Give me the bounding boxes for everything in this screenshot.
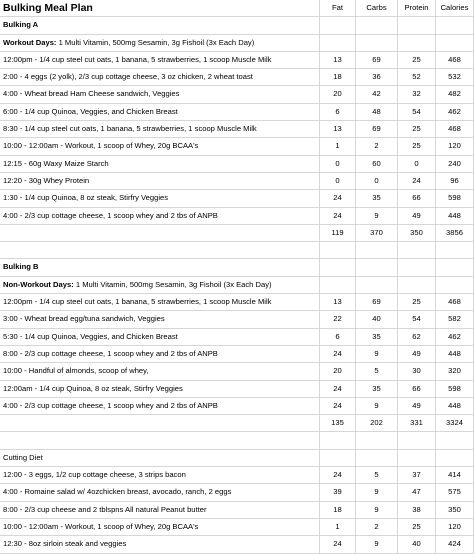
fat-value: 13 [320,121,356,137]
carbs-value: 35 [356,381,398,397]
protein-value: 25 [398,294,436,310]
empty-cell [356,242,398,258]
carbs-value: 2 [356,138,398,154]
table-row [0,502,474,519]
protein-value: 40 [398,536,436,552]
empty-cell [436,450,474,466]
meal-description: 8:00 - 2/3 cup cheese and 2 tblspns All natural Peanut butter [0,502,320,518]
fat-value: 24 [320,208,356,224]
fat-value: 13 [320,52,356,68]
empty-cell [398,17,436,33]
total-carbs-value: 202 [356,415,398,431]
empty-cell [436,277,474,293]
calories-value: 414 [436,467,474,483]
section-heading: Bulking A [0,17,320,33]
table-row [0,363,474,380]
meal-description: 6:00 - 1/4 cup Quinoa, Veggies, and Chicken Breast [0,104,320,120]
table-row [0,208,474,225]
meal-description: 12:20 - 30g Whey Protein [0,173,320,189]
protein-value: 37 [398,467,436,483]
meal-description: 4:00 - 2/3 cup cottage cheese, 1 scoop whey and 2 tbs of ANPB [0,398,320,414]
meal-description: 2:00 - 4 eggs (2 yolk), 2/3 cup cottage cheese, 3 oz chicken, 2 wheat toast [0,69,320,85]
table-row [0,17,474,34]
meal-description: 4:00 - Romaine salad w/ 4ozchicken breast, avocado, ranch, 2 eggs [0,484,320,500]
empty-cell [0,242,320,258]
total-calories-value: 3324 [436,415,474,431]
fat-value: 0 [320,173,356,189]
carbs-value: 2 [356,519,398,535]
section-heading: Bulking B [0,259,320,275]
empty-cell [356,259,398,275]
calories-value: 532 [436,69,474,85]
carbs-value: 35 [356,329,398,345]
col-header-protein: Protein [398,0,436,16]
protein-value: 25 [398,138,436,154]
table-row [0,52,474,69]
protein-value: 0 [398,156,436,172]
fat-value: 18 [320,69,356,85]
empty-cell [436,242,474,258]
fat-value: 24 [320,346,356,362]
col-header-carbs: Carbs [356,0,398,16]
carbs-value: 5 [356,467,398,483]
meal-description: 10:00 - 12:00am - Workout, 1 scoop of Whey, 20g BCAA's [0,138,320,154]
meal-description: 10:00 - 12:00am - Workout, 1 scoop of Whey, 20g BCAA's [0,519,320,535]
meal-description: 3:00 - Wheat bread egg/tuna sandwich, Veggies [0,311,320,327]
empty-cell [436,259,474,275]
table-row [0,432,474,449]
table-row [0,381,474,398]
calories-value: 482 [436,86,474,102]
total-carbs-value: 370 [356,225,398,241]
fat-value: 0 [320,156,356,172]
supplement-note [0,277,320,293]
empty-cell [0,415,320,431]
protein-value: 66 [398,190,436,206]
table-row [0,242,474,259]
fat-value: 24 [320,190,356,206]
table-row [0,346,474,363]
calories-value: 448 [436,208,474,224]
protein-value: 54 [398,104,436,120]
calories-value: 424 [436,536,474,552]
carbs-value: 48 [356,104,398,120]
empty-cell [0,432,320,448]
table-row [0,467,474,484]
empty-cell [398,35,436,51]
table-row [0,536,474,553]
carbs-value: 60 [356,156,398,172]
fat-value: 13 [320,294,356,310]
carbs-value: 9 [356,502,398,518]
empty-cell [398,242,436,258]
calories-value: 120 [436,519,474,535]
fat-value: 6 [320,329,356,345]
meal-description: 12:00pm - 1/4 cup steel cut oats, 1 banana, 5 strawberries, 1 scoop Muscle Milk [0,52,320,68]
empty-cell [436,17,474,33]
supplement-note [0,35,320,51]
carbs-value: 9 [356,484,398,500]
fat-value: 20 [320,86,356,102]
empty-cell [0,225,320,241]
carbs-value: 69 [356,121,398,137]
calories-value: 320 [436,363,474,379]
protein-value: 25 [398,52,436,68]
empty-cell [320,35,356,51]
table-row [0,121,474,138]
calories-value: 598 [436,190,474,206]
total-protein-value: 331 [398,415,436,431]
table-row [0,104,474,121]
fat-value: 20 [320,363,356,379]
protein-value: 52 [398,69,436,85]
fat-value: 1 [320,138,356,154]
meal-description: 12:30 - 8oz sirloin steak and veggies [0,536,320,552]
calories-value: 240 [436,156,474,172]
carbs-value: 0 [356,173,398,189]
calories-value: 448 [436,398,474,414]
calories-value: 462 [436,104,474,120]
calories-value: 575 [436,484,474,500]
calories-value: 120 [436,138,474,154]
empty-cell [320,17,356,33]
col-header-calories: Calories [436,0,474,16]
day-type-label: Non-Workout Days: [3,279,74,289]
carbs-value: 36 [356,69,398,85]
protein-value: 30 [398,363,436,379]
meal-description: 12:00 - 3 eggs, 1/2 cup cottage cheese, 3 strips bacon [0,467,320,483]
protein-value: 25 [398,121,436,137]
calories-value: 96 [436,173,474,189]
sheet-title: Bulking Meal Plan [0,0,320,16]
total-fat-value: 135 [320,415,356,431]
empty-cell [356,277,398,293]
empty-cell [398,432,436,448]
calories-value: 448 [436,346,474,362]
protein-value: 54 [398,311,436,327]
table-row [0,190,474,207]
empty-cell [356,432,398,448]
meal-description: 5:30 - 1/4 cup Quinoa, Veggies, and Chicken Breast [0,329,320,345]
table-row [0,484,474,501]
calories-value: 468 [436,294,474,310]
protein-value: 47 [398,484,436,500]
total-fat-value: 119 [320,225,356,241]
fat-value: 22 [320,311,356,327]
empty-cell [356,17,398,33]
meal-description: 4:00 - Wheat bread Ham Cheese sandwich, Veggies [0,86,320,102]
fat-value: 18 [320,502,356,518]
fat-value: 24 [320,467,356,483]
protein-value: 24 [398,173,436,189]
table-row [0,138,474,155]
meal-description: 12:00pm - 1/4 cup steel cut oats, 1 banana, 5 strawberries, 1 scoop Muscle Milk [0,294,320,310]
carbs-value: 9 [356,536,398,552]
calories-value: 468 [436,121,474,137]
carbs-value: 9 [356,346,398,362]
protein-value: 62 [398,329,436,345]
supplement-text: 1 Multi Vitamin, 500mg Sesamin, 3g Fishoil (3x Each Day) [73,279,272,289]
calories-value: 462 [436,329,474,345]
table-row [0,35,474,52]
header-row [0,0,474,17]
carbs-value: 9 [356,208,398,224]
table-row [0,173,474,190]
day-type-label: Workout Days: [3,37,57,47]
empty-cell [320,432,356,448]
calories-value: 598 [436,381,474,397]
protein-value: 49 [398,398,436,414]
meal-description: 4:00 - 2/3 cup cottage cheese, 1 scoop whey and 2 tbs of ANPB [0,208,320,224]
protein-value: 66 [398,381,436,397]
carbs-value: 5 [356,363,398,379]
calories-value: 582 [436,311,474,327]
meal-description: 12:00am - 1/4 cup Quinoa, 8 oz steak, Stirfry Veggies [0,381,320,397]
carbs-value: 40 [356,311,398,327]
table-row [0,69,474,86]
empty-cell [398,277,436,293]
carbs-value: 42 [356,86,398,102]
table-row [0,156,474,173]
table-row [0,311,474,328]
meal-description: 12:15 - 60g Waxy Maize Starch [0,156,320,172]
table-row [0,86,474,103]
empty-cell [436,432,474,448]
empty-cell [398,259,436,275]
fat-value: 24 [320,381,356,397]
carbs-value: 9 [356,398,398,414]
table-row [0,415,474,432]
col-header-fat: Fat [320,0,356,16]
meal-description: 8:00 - 2/3 cup cottage cheese, 1 scoop whey and 2 tbs of ANPB [0,346,320,362]
calories-value: 350 [436,502,474,518]
empty-cell [320,450,356,466]
carbs-value: 69 [356,294,398,310]
supplement-text: 1 Multi Vitamin, 500mg Sesamin, 3g Fishoil (3x Each Day) [56,37,255,47]
table-row [0,277,474,294]
calories-value: 468 [436,52,474,68]
empty-cell [436,35,474,51]
protein-value: 49 [398,346,436,362]
table-row [0,398,474,415]
table-row [0,259,474,276]
empty-cell [320,277,356,293]
table-row [0,294,474,311]
table-row [0,329,474,346]
total-calories-value: 3856 [436,225,474,241]
empty-cell [320,259,356,275]
empty-cell [398,450,436,466]
table-row [0,519,474,536]
empty-cell [356,35,398,51]
empty-cell [356,450,398,466]
meal-description: 10:00 - Handful of almonds, scoop of whey, [0,363,320,379]
table-row [0,450,474,467]
total-protein-value: 350 [398,225,436,241]
carbs-value: 69 [356,52,398,68]
protein-value: 38 [398,502,436,518]
fat-value: 39 [320,484,356,500]
meal-description: 1:30 - 1/4 cup Quinoa, 8 oz steak, Stirfry Veggies [0,190,320,206]
fat-value: 24 [320,398,356,414]
fat-value: 24 [320,536,356,552]
table-body [0,17,474,553]
fat-value: 6 [320,104,356,120]
section-heading: Cutting Diet [0,450,320,466]
protein-value: 49 [398,208,436,224]
protein-value: 32 [398,86,436,102]
protein-value: 25 [398,519,436,535]
carbs-value: 35 [356,190,398,206]
empty-cell [320,242,356,258]
fat-value: 1 [320,519,356,535]
meal-description: 8:30 - 1/4 cup steel cut oats, 1 banana, 5 strawberries, 1 scoop Muscle Milk [0,121,320,137]
table-row [0,225,474,242]
